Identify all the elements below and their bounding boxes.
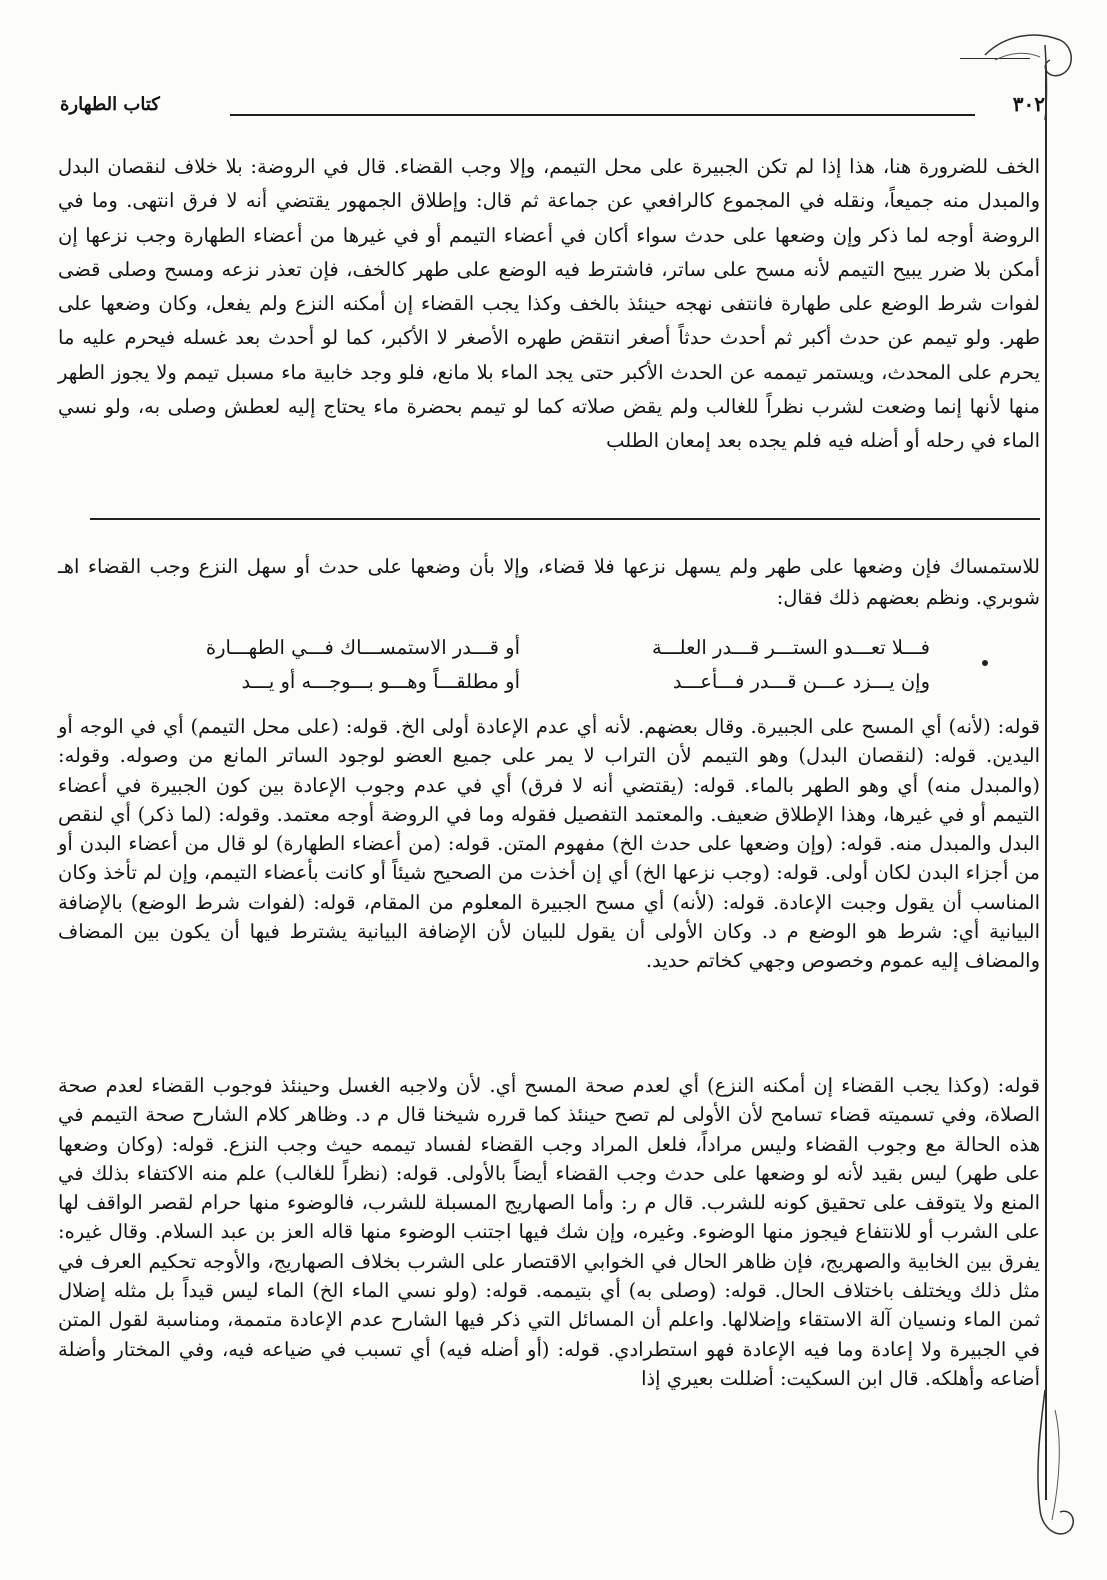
poem-hemistich-left: أو قـــدر الاستمســـاك فـــي الطهـــارة	[205, 636, 520, 659]
poem-line	[160, 670, 930, 702]
sharh-block-2	[58, 1071, 1040, 1393]
poem	[160, 636, 930, 704]
poem-hemistich-right: فـــلا تعـــدو الستـــر قـــدر العلـــة	[652, 636, 930, 659]
frame-right-line	[1045, 70, 1047, 1500]
sharh-paragraph: قوله: (لأنه) أي المسح على الجبيرة. وقال بعضهم. لأنه أي عدم الإعادة أولى الخ. قوله: (على محل التيمم) أي في الوجه أو اليدين. قوله: (لنقصان البدل) وهو التيمم لأن التراب لا يمر على جميع العضو لوجود الساتر المانع من وصوله. وقوله: (والمبدل منه) أي وهو الطهر بالماء. قوله: (يقتضي أنه لا فرق) أي في عدم وجوب الإعادة بين كون الجبيرة في أعضاء التيمم أو في غيرها، وهذا الإطلاق ضعيف. والمعتمد التفصيل فقوله وما في الروضة أوجه معتمد. وقوله: (لما ذكر) أي لنقص البدل والمبدل منه. قوله: (وإن وضعها على حدث الخ) مفهوم المتن. قوله: (من أعضاء الطهارة) لو قال من أعضاء البدن أو من أجزاء البدن لكان أولى. قوله: (وجب نزعها الخ) أي إن أخذت من الصحيح شيئاً أو كانت بأعضاء التيمم، وإن لم تأخذ وكان المناسب أن يقول وجبت الإعادة. قوله: (لأنه) أي مسح الجبيرة المعلوم من المقام، قوله: (لفوات شرط الوضع) بالإضافة البيانية أي: شرط هو الوضع م د. وكان الأولى أن يقول للبيان لأن الإضافة البيانية يشترط فيها أن يكون بين المضاف والمضاف إليه عموم وخصوص وجهي كخاتم حديد.	[58, 715, 1040, 973]
sharh-block-1	[58, 712, 1040, 976]
poem-hemistich-left: أو مطلقـــاً وهـــو بـــوجـــه أو يـــد	[241, 670, 520, 693]
section-separator	[90, 518, 1040, 520]
hashiya-intro-block	[58, 551, 1040, 613]
page-header	[60, 88, 1045, 128]
poem-hemistich-right: وإن يـــزد عـــن قـــدر فـــأعـــد	[672, 670, 930, 693]
hashiya-intro-paragraph: للاستمساك فإن وضعها على طهر ولم يسهل نزعها فلا قضاء، وإلا بأن وضعها على حدث أو سهل النزع وجب القضاء اهـ شوبري. ونظم بعضهم ذلك فقال:	[58, 555, 1040, 609]
sharh-paragraph: قوله: (وكذا يجب القضاء إن أمكنه النزع) أي لعدم صحة المسح أي. لأن ولاجبه الغسل وحينئذ فوجوب القضاء لعدم صحة الصلاة، وفي تسميته قضاء تسامح لأن الأولى لم تصح حينئذ كما قرره شيخنا قال م د. وظاهر كلام الشارح صحة التيمم في هذه الحالة مع وجوب القضاء وليس مراداً، فلعل المراد وجب القضاء لفساد تيممه حيث وجب النزع. قوله: (وكان وضعها على طهر) ليس بقيد لأنه لو وضعها على حدث وجب القضاء أيضاً بالأولى. قوله: (نظراً للغالب) علم منه الاكتفاء بذلك في المنع ولا يتوقف على تحقيق كونه للشرب. قال م ر: وأما الصهاريج المسبلة للشرب، فالوضوء منها حرام لقصر الواقف لها على الشرب أو للانتفاع فيجوز منها الوضوء. وغيره، وإن شك فيها اجتنب الوضوء منها قاله العز بن عبد السلام. وقال غيره: يفرق بين الخابية والصهريج، فإن ظاهر الحال في الخوابي الاقتصار على الشرب بخلاف الصهاريج، والأوجه تحكيم العرف في مثل ذلك ويختلف باختلاف الحال. قوله: (وصلى به) أي بتيممه. قوله: (ولو نسي الماء الخ) الماء ليس قيداً بل مثله إضلال ثمن الماء ونسيان آلة الاستقاء وإضلالها. واعلم أن المسائل التي ذكر فيها الشارح عدم الإعادة متممة، ومناسبة لقول المتن في الجبيرة ولا إعادة وما فيه الإعادة فهو استطرادي. قوله: (أو أضله فيه) أي تسبب في ضياعه فيه، وفي المختار وأضلة أضاعه وأهلكه. قال ابن السكيت: أضللت بعيري إذا	[58, 1074, 1040, 1390]
matn-text-block	[58, 150, 1040, 459]
page-number: ٣٠٢	[1012, 92, 1045, 116]
book-title: كتاب الطهارة	[60, 94, 160, 115]
poem-bullet	[982, 660, 988, 666]
header-rule	[230, 114, 975, 116]
frame-bottom-flourish	[1000, 1390, 1090, 1550]
poem-line	[160, 636, 930, 668]
matn-paragraph: الخف للضرورة هنا، هذا إذا لم تكن الجبيرة على محل التيمم، وإلا وجب القضاء. قال في الروضة: بلا خلاف لنقصان البدل والمبدل منه جميعاً، ونقله في المجموع كالرافعي عن جماعة ثم قال: وإطلاق الجمهور يقتضي أنه لا فرق انتهى. وما في الروضة أوجه لما ذكر وإن وضعها على حدث سواء أكان في أعضاء التيمم أو في غيرها من أعضاء الطهارة وجب نزعها إن أمكن بلا ضرر يبيح التيمم لأنه مسح على ساتر، فاشترط فيه الوضع على طهر كالخف، فإن تعذر نزعه ومسح وصلى قضى لفوات شرط الوضع على طهارة فانتفى نهجه حينئذ بالخف وكذا يجب القضاء إن أمكنه النزع ولم يفعل، وكان وضعها على طهر. ولو تيمم عن حدث أكبر ثم أحدث حدثاً أصغر انتقض طهره الأصغر لا الأكبر، كما لو أحدث بعد غسله فيحرم عليه ما يحرم على المحدث، ويستمر تيممه عن الحدث الأكبر حتى يجد الماء بلا مانع، فلو وجد خابية ماء مسبل تيمم ولا يجوز الطهر منها لأنها إنما وضعت لشرب نظراً للغالب ولم يقض صلاته كما لو تيمم بحضرة ماء يحتاج إليه لعطش وصلى به، ولو نسي الماء في رحله أو أضله فيه فلم يجده بعد إمعان الطلب	[58, 155, 1040, 453]
